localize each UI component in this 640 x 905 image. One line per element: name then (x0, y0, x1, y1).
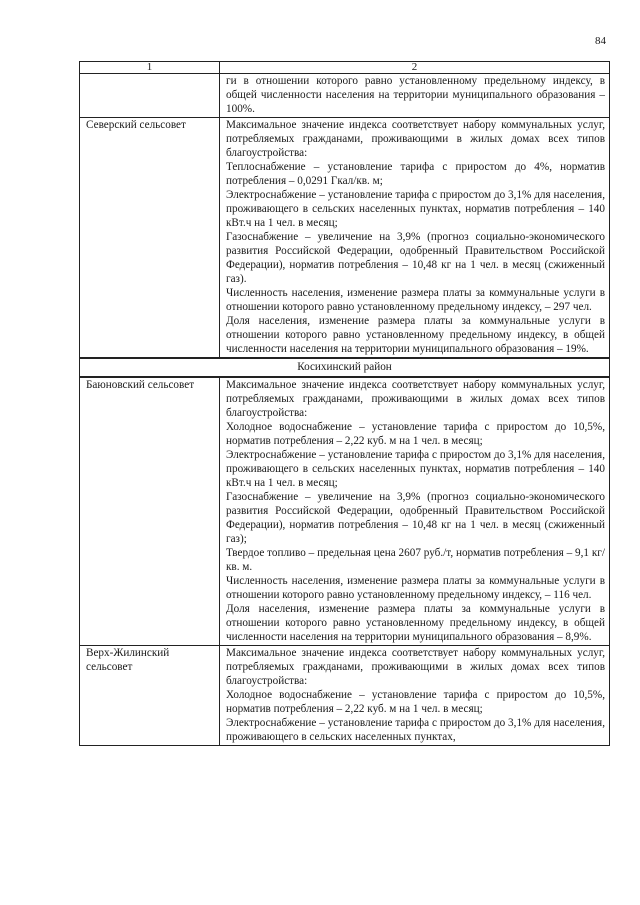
column-header-2: 2 (220, 62, 610, 74)
paragraph: Холодное водоснабжение – установление тарифа с приростом до 10,5%, норматив потребления – 2,22 куб. м на 1 чел. в месяц; (226, 689, 605, 715)
document-table (79, 61, 610, 746)
paragraph: ги в отношении которого равно установленному предельному индексу, в общей численности населения на территории муниципального образования – 100%. (226, 75, 605, 115)
table-header-row (80, 62, 610, 74)
table-row (80, 646, 610, 746)
municipality-cell: Верх-Жилинский сельсовет (80, 646, 220, 746)
paragraph: Теплоснабжение – установление тарифа с приростом до 4%, норматив потребления – 0,0291 Гкал/кв. м; (226, 161, 605, 187)
paragraph: Максимальное значение индекса соответствует набору коммунальных услуг, потребляемых гражданами, проживающими в жилых домах всех типов благоустройства: (226, 119, 605, 159)
paragraph: Доля населения, изменение размера платы за коммунальные услуги в отношении которого равно установленному предельному индексу, в общей численности населения на территории муниципального образования – 19%. (226, 315, 605, 355)
table-row (80, 118, 610, 359)
page-number: 84 (595, 35, 606, 47)
paragraph: Максимальное значение индекса соответствует набору коммунальных услуг, потребляемых гражданами, проживающими в жилых домах всех типов благоустройства: (226, 379, 605, 419)
table-row (80, 74, 610, 118)
municipality-cell: Баюновский сельсовет (80, 377, 220, 646)
description-cell (220, 74, 610, 118)
paragraph: Твердое топливо – предельная цена 2607 руб./т, норматив потребления – 9,1 кг/кв. м. (226, 547, 605, 573)
district-heading: Косихинский район (80, 358, 610, 377)
paragraph: Численность населения, изменение размера платы за коммунальные услуги в отношении которого равно установленному предельному индексу, – 116 чел. (226, 575, 605, 601)
paragraph: Электроснабжение – установление тарифа с приростом до 3,1% для населения, проживающего в сельских населенных пунктах, норматив потребления – 140 кВт.ч на 1 чел. в месяц; (226, 189, 605, 229)
description-cell (220, 646, 610, 746)
paragraph: Холодное водоснабжение – установление тарифа с приростом до 10,5%, норматив потребления – 2,22 куб. м на 1 чел. в месяц; (226, 421, 605, 447)
paragraph: Максимальное значение индекса соответствует набору коммунальных услуг, потребляемых гражданами, проживающими в жилых домах всех типов благоустройства: (226, 647, 605, 687)
description-cell (220, 377, 610, 646)
paragraph: Газоснабжение – увеличение на 3,9% (прогноз социально-экономического развития Российской Федерации, одобренный Правительством Российской Федерации), норматив потребления – 10,48 кг на 1 чел. в месяц (сжиженный газ). (226, 231, 605, 285)
document-table-wrapper (79, 61, 609, 746)
description-cell (220, 118, 610, 359)
paragraph: Газоснабжение – увеличение на 3,9% (прогноз социально-экономического развития Российской Федерации, одобренный Правительством Российской Федерации), норматив потребления – 10,48 кг на 1 чел. в месяц (сжиженный газ); (226, 491, 605, 545)
paragraph: Доля населения, изменение размера платы за коммунальные услуги в отношении которого равно установленному предельному индексу, в общей численности населения на территории муниципального образования – 8,9%. (226, 603, 605, 643)
paragraph: Электроснабжение – установление тарифа с приростом до 3,1% для населения, проживающего в сельских населенных пунктах, (226, 717, 605, 743)
table-row (80, 377, 610, 646)
paragraph: Электроснабжение – установление тарифа с приростом до 3,1% для населения, проживающего в сельских населенных пунктах, норматив потребления – 140 кВт.ч на 1 чел. в месяц; (226, 449, 605, 489)
column-header-1: 1 (80, 62, 220, 74)
municipality-cell (80, 74, 220, 118)
municipality-cell: Северский сельсовет (80, 118, 220, 359)
paragraph: Численность населения, изменение размера платы за коммунальные услуги в отношении которого равно установленному предельному индексу, – 297 чел. (226, 287, 605, 313)
district-row (80, 358, 610, 377)
